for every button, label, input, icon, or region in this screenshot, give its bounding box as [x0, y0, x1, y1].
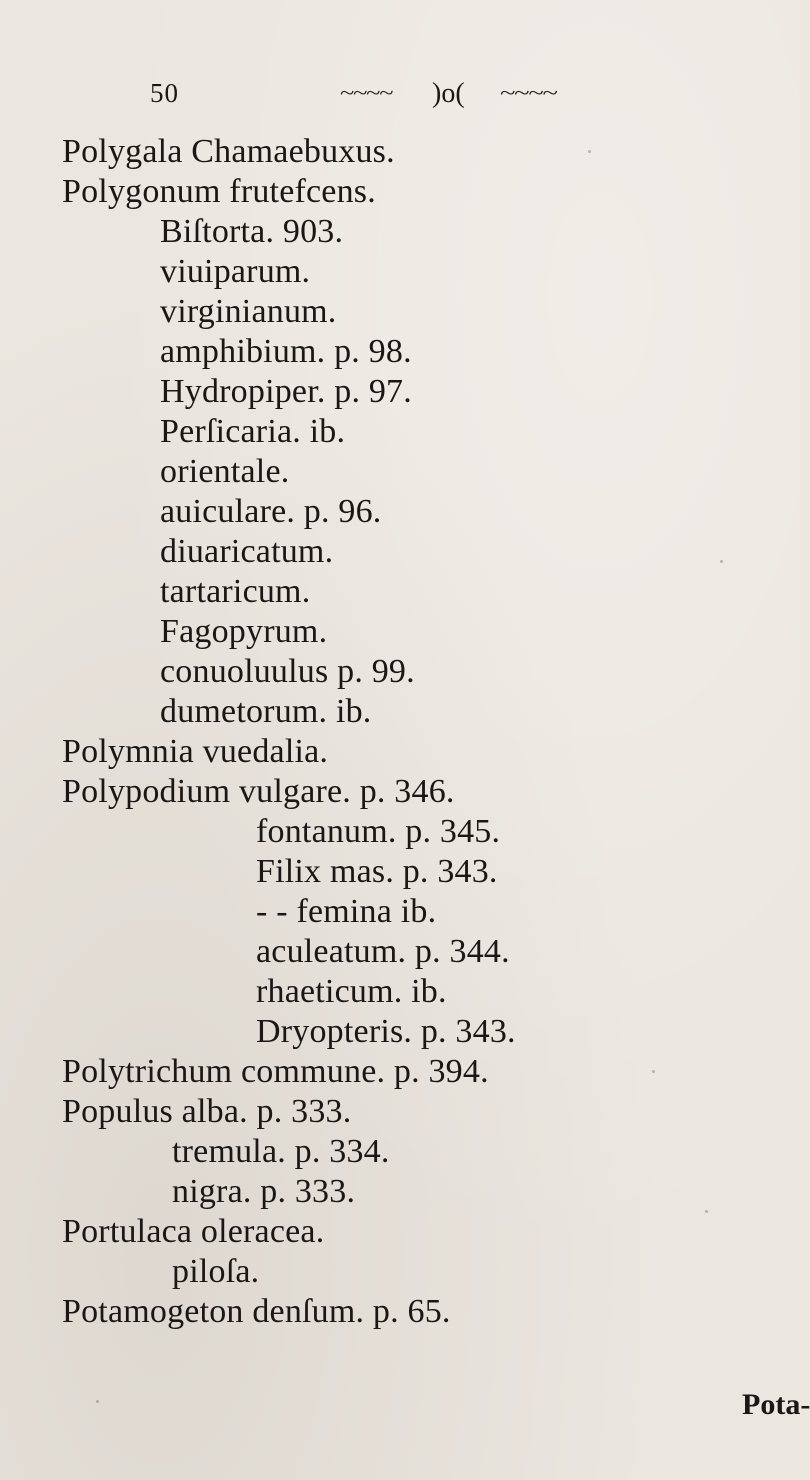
- index-entry: piloſa.: [172, 1253, 260, 1290]
- index-entry: rhaeticum. ib.: [256, 973, 447, 1010]
- index-entry: nigra. p. 333.: [172, 1173, 356, 1210]
- paper-speck: [588, 150, 591, 153]
- index-entry: aculeatum. p. 344.: [256, 933, 510, 970]
- page-header: [150, 78, 670, 118]
- paper-speck: [96, 1400, 99, 1403]
- catchword: Pota-: [742, 1388, 810, 1421]
- page-number: 50: [150, 78, 179, 108]
- index-entry: Polygonum frutefcens.: [62, 173, 376, 210]
- index-entry: orientale.: [160, 453, 290, 490]
- index-entry: Polypodium vulgare. p. 346.: [62, 773, 455, 810]
- index-entry: Perſicaria. ib.: [160, 413, 346, 450]
- paper-speck: [705, 1210, 708, 1213]
- index-entry: Populus alba. p. 333.: [62, 1093, 352, 1130]
- index-entry: Portulaca oleracea.: [62, 1213, 325, 1250]
- index-entry: virginianum.: [160, 293, 337, 330]
- ornament-left: ~~~~: [340, 80, 393, 105]
- index-entry: - - femina ib.: [256, 893, 437, 930]
- index-entry: Potamogeton denſum. p. 65.: [62, 1293, 451, 1330]
- index-entry: Polymnia vuedalia.: [62, 733, 329, 770]
- index-entry: Filix mas. p. 343.: [256, 853, 498, 890]
- index-entry: auiculare. p. 96.: [160, 493, 382, 530]
- index-entry: tartaricum.: [160, 573, 311, 610]
- index-entry: fontanum. p. 345.: [256, 813, 501, 850]
- ornament-right: ~~~~: [500, 80, 557, 105]
- index-entry: diuaricatum.: [160, 533, 334, 570]
- index-entry: Fagopyrum.: [160, 613, 328, 650]
- index-entry: dumetorum. ib.: [160, 693, 372, 730]
- index-entry: tremula. p. 334.: [172, 1133, 390, 1170]
- index-entry: viuiparum.: [160, 253, 311, 290]
- header-ornament-mark: )o(: [432, 78, 465, 109]
- index-entry: Polytrichum commune. p. 394.: [62, 1053, 489, 1090]
- index-entry: Polygala Chamaebuxus.: [62, 133, 395, 170]
- paper-speck: [652, 1070, 655, 1073]
- index-entry: conuoluulus p. 99.: [160, 653, 415, 690]
- index-entry: amphibium. p. 98.: [160, 333, 412, 370]
- index-entry: Biſtorta. 903.: [160, 213, 344, 250]
- index-entry: Dryopteris. p. 343.: [256, 1013, 516, 1050]
- index-entry: Hydropiper. p. 97.: [160, 373, 412, 410]
- paper-speck: [720, 560, 723, 563]
